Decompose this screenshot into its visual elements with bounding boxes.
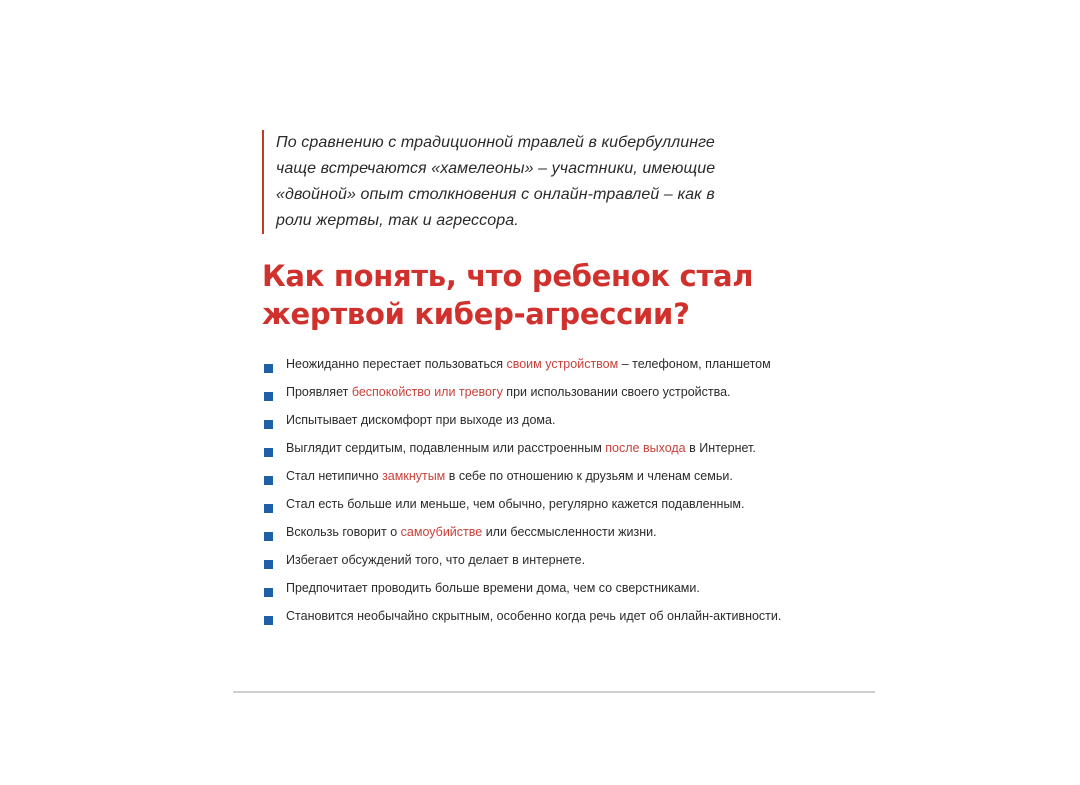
square-bullet-icon	[264, 560, 273, 569]
square-bullet-icon	[264, 448, 273, 457]
list-item	[264, 414, 884, 427]
quote-line: По сравнению с традиционной травлей в кибербуллинге	[276, 134, 715, 151]
list-item	[264, 526, 884, 539]
item-text: Испытывает дискомфорт при выходе из дома.	[286, 413, 556, 427]
square-bullet-icon	[264, 364, 273, 373]
list-item	[264, 498, 884, 511]
square-bullet-icon	[264, 588, 273, 597]
bottom-divider	[233, 691, 875, 693]
item-text: Стал нетипично	[286, 469, 383, 483]
item-text: Избегает обсуждений того, что делает в интернете.	[286, 553, 586, 567]
square-bullet-icon	[264, 532, 273, 541]
item-text: Выглядит сердитым, подавленным или расстроенным	[286, 441, 606, 455]
item-highlight: замкнутым	[382, 469, 446, 483]
section-heading	[262, 257, 862, 333]
item-text: в Интернет.	[685, 441, 756, 455]
quote-block	[262, 130, 836, 234]
square-bullet-icon	[264, 504, 273, 513]
item-highlight: своим устройством	[506, 357, 619, 371]
list-item	[264, 582, 884, 595]
square-bullet-icon	[264, 616, 273, 625]
item-text: Вскользь говорит о	[286, 525, 401, 539]
item-highlight: после выхода	[605, 441, 686, 455]
list-item	[264, 442, 884, 455]
list-item	[264, 554, 884, 567]
item-text: Стал есть больше или меньше, чем обычно, регулярно кажется подавленным.	[286, 497, 745, 511]
heading-line-2: жертвой кибер-агрессии?	[262, 297, 690, 331]
quote-line: чаще встречаются «хамелеоны» – участники, имеющие	[276, 160, 716, 177]
item-text: Предпочитает проводить больше времени дома, чем со сверстниками.	[286, 581, 700, 595]
square-bullet-icon	[264, 420, 273, 429]
list-item	[264, 470, 884, 483]
item-text: – телефоном, планшетом	[618, 357, 771, 371]
list-item	[264, 610, 884, 623]
item-text: Неожиданно перестает пользоваться	[286, 357, 507, 371]
list-item	[264, 358, 884, 371]
heading-line-1: Как понять, что ребенок стал	[262, 259, 754, 293]
item-text: в себе по отношению к друзьям и членам семьи.	[445, 469, 733, 483]
item-highlight: беспокойство или тревогу	[351, 385, 503, 399]
square-bullet-icon	[264, 476, 273, 485]
item-text: или бессмысленности жизни.	[482, 525, 657, 539]
quote-line: «двойной» опыт столкновения с онлайн-травлей – как в	[276, 186, 715, 203]
item-text: при использовании своего устройства.	[502, 385, 731, 399]
item-text: Становится необычайно скрытным, особенно когда речь идет об онлайн-активности.	[286, 609, 782, 623]
square-bullet-icon	[264, 392, 273, 401]
item-text: Проявляет	[286, 385, 352, 399]
quote-line: роли жертвы, так и агрессора.	[276, 212, 519, 229]
signs-list	[264, 358, 884, 638]
item-highlight: самоубийстве	[400, 525, 483, 539]
list-item	[264, 386, 884, 399]
